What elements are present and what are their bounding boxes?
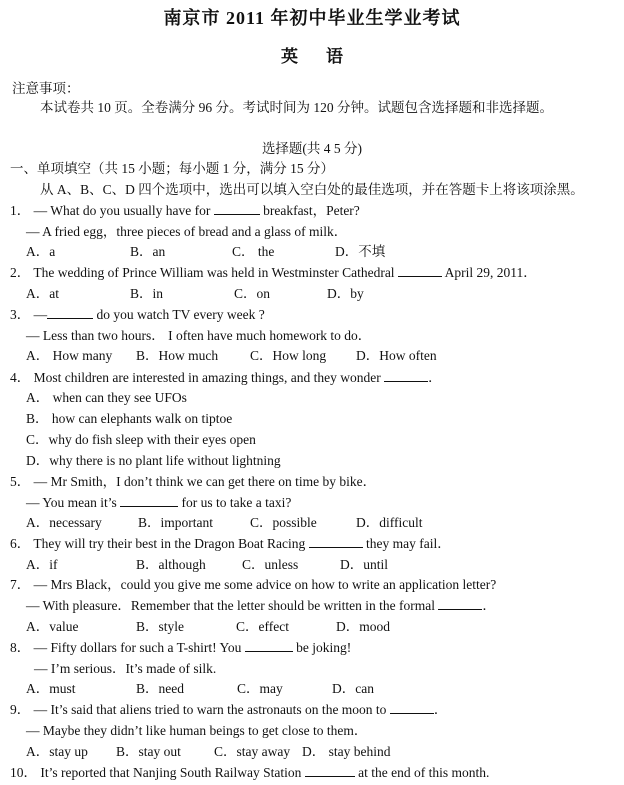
question-3 — [10, 306, 265, 324]
question-stem: — — [33, 307, 48, 322]
section-heading: 选择题(共 4 5 分) — [261, 141, 363, 156]
option-d: D．不填 — [335, 244, 386, 259]
option-c: C．possible — [250, 515, 317, 530]
option-a: A．must — [26, 681, 76, 696]
question-number: 3． — [10, 307, 31, 322]
question-stem-end: breakfast，Peter? — [259, 203, 360, 218]
question-stem-end: April 29, 2011． — [441, 265, 537, 280]
option-b: B．an — [130, 244, 166, 259]
question-3-reply: — Less than two hours． I often have much homework to do． — [26, 328, 372, 343]
question-stem: It’s reported that Nanjing South Railway Station — [40, 765, 305, 780]
option-d: D．How often — [356, 348, 437, 363]
part-instructions: 从 A、B、C、D 四个选项中，选出可以填入空白处的最佳选项，并在答题卡上将该项涂黑。 — [40, 182, 584, 197]
option-a: A．necessary — [26, 515, 102, 530]
subject-char-1: 英 — [281, 47, 298, 66]
question-stem-end: do you watch TV every week ? — [93, 307, 265, 322]
option-b: B．although — [136, 557, 206, 572]
question-number: 5． — [10, 474, 31, 489]
question-stem-end: at the end of this month. — [354, 765, 490, 780]
question-stem-end: ． — [433, 702, 448, 717]
option-d: D．can — [332, 681, 374, 696]
question-number: 4． — [10, 370, 31, 385]
question-stem: — Mrs Black，could you give me some advice on how to write an application letter? — [33, 577, 497, 592]
option-c: C．why do fish sleep with their eyes open — [26, 432, 256, 447]
option-a: A．if — [26, 557, 58, 572]
question-8 — [10, 639, 351, 657]
option-d: D．mood — [336, 619, 390, 634]
question-stem: — Mr Smith，I don’t think we can get there on time by bike． — [33, 474, 377, 489]
question-stem-end: be joking! — [292, 640, 352, 655]
question-2 — [10, 264, 537, 282]
answer-blank — [47, 306, 93, 319]
question-number: 6． — [10, 536, 31, 551]
answer-blank — [120, 494, 178, 507]
question-1-reply: — A fried egg，three pieces of bread and a glass of milk． — [26, 224, 348, 239]
question-stem-end: ． — [482, 598, 496, 613]
question-5 — [10, 473, 376, 491]
question-9 — [10, 701, 447, 719]
option-c: C．on — [234, 286, 271, 301]
question-1 — [10, 202, 360, 220]
question-6 — [10, 535, 451, 553]
option-a: A． when can they see UFOs — [26, 390, 187, 405]
option-a: A．a — [26, 244, 56, 259]
exam-title: 南京市 2011 年初中毕业生学业考试 — [163, 8, 461, 28]
option-c: C．may — [237, 681, 283, 696]
question-stem: — With pleasure．Remember that the letter should be written in the formal — [26, 598, 439, 613]
option-b: B．in — [130, 286, 164, 301]
question-number: 10． — [10, 765, 37, 780]
question-stem-end: ． — [428, 370, 442, 385]
option-b: B．How much — [136, 348, 219, 363]
question-8-reply: — I’m serious．It’s made of silk. — [34, 661, 217, 676]
option-a: A．at — [26, 286, 59, 301]
question-number: 7． — [10, 577, 31, 592]
question-10 — [10, 764, 489, 782]
question-stem: — Fifty dollars for such a T-shirt! You — [33, 640, 245, 655]
subject-char-2: 语 — [326, 47, 343, 66]
question-7 — [10, 576, 496, 594]
option-c: C． the — [232, 244, 275, 259]
question-stem: — You mean it’s — [26, 495, 121, 510]
subject-title — [0, 42, 624, 67]
option-b: B． how can elephants walk on tiptoe — [26, 411, 233, 426]
question-stem-end: they may fail． — [362, 536, 451, 551]
answer-blank — [390, 701, 434, 714]
notes-text: 本试卷共 10 页。全卷满分 96 分。考试时间为 120 分钟。试题包含选择题和非选择题。 — [40, 100, 553, 115]
option-d: D． stay behind — [302, 744, 391, 759]
option-b: B．style — [136, 619, 185, 634]
notes-label: 注意事项： — [12, 81, 80, 96]
option-a: A．stay up — [26, 744, 88, 759]
question-7-reply — [26, 597, 496, 615]
option-b: B．important — [138, 515, 213, 530]
question-stem: Most children are interested in amazing things, and they wonder — [33, 370, 385, 385]
question-stem: — It’s said that aliens tried to warn the astronauts on the moon to — [33, 702, 390, 717]
question-number: 9． — [10, 702, 31, 717]
part-title: 一、单项填空（共 15 小题；每小题 1 分，满分 15 分） — [10, 161, 334, 176]
question-number: 2． — [10, 265, 31, 280]
question-number: 1． — [10, 203, 31, 218]
option-b: B．stay out — [116, 744, 181, 759]
answer-blank — [438, 597, 482, 610]
question-5-reply — [26, 494, 291, 512]
answer-blank — [398, 264, 442, 277]
option-a: A．value — [26, 619, 79, 634]
option-a: A． How many — [26, 348, 113, 363]
option-b: B．need — [136, 681, 184, 696]
option-c: C．stay away — [214, 744, 291, 759]
answer-blank — [309, 535, 363, 548]
question-9-reply: — Maybe they didn’t like human beings to get close to them． — [26, 723, 368, 738]
option-c: C．effect — [236, 619, 289, 634]
answer-blank — [384, 369, 428, 382]
answer-blank — [245, 639, 293, 652]
answer-blank — [214, 202, 260, 215]
question-stem-end: for us to take a taxi? — [178, 495, 292, 510]
option-d: D．difficult — [356, 515, 423, 530]
question-stem: The wedding of Prince William was held in Westminster Cathedral — [33, 265, 398, 280]
option-d: D．by — [327, 286, 364, 301]
question-stem: They will try their best in the Dragon Boat Racing — [33, 536, 309, 551]
question-4 — [10, 369, 442, 387]
answer-blank — [305, 764, 355, 777]
option-c: C．How long — [250, 348, 327, 363]
question-stem: — What do you usually have for — [33, 203, 214, 218]
option-c: C．unless — [242, 557, 299, 572]
option-d: D．why there is no plant life without lightning — [26, 453, 281, 468]
option-d: D．until — [340, 557, 389, 572]
question-number: 8． — [10, 640, 31, 655]
